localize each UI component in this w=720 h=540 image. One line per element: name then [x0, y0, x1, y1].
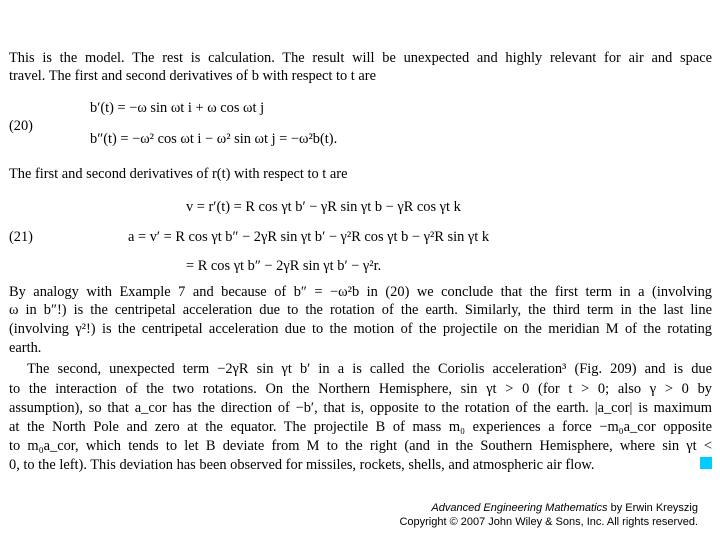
paragraph-2-line-2: to the interaction of the two rotations. On the Northern Hemisphere, sin γt > 0 (for t > 0; also γ > 0 by	[9, 381, 712, 397]
equation-21-line-1: v = r′(t) = R cos γt b′ − γR sin γt b − γR cos γt k	[186, 199, 461, 215]
footer-title-line	[431, 502, 698, 514]
paragraph-1-line-4: earth.	[9, 340, 42, 356]
equation-20-number: (20)	[9, 118, 33, 134]
footer-copyright: Copyright © 2007 John Wiley & Sons, Inc. All rights reserved.	[399, 516, 698, 528]
equation-20-line-2: b″(t) = −ω² cos ωt i − ω² sin ωt j = −ω²b(t).	[90, 131, 338, 147]
paragraph-1-line-2: ω in b″!) is the centripetal acceleration due to the rotation of the earth. Similarly, the third term in the last line	[9, 302, 712, 318]
footer-book-title: Advanced Engineering Mathematics	[431, 502, 608, 514]
paragraph-1-line-1: By analogy with Example 7 and because of b″ = −ω²b in (20) we conclude that the first term in a (involving	[9, 284, 712, 300]
paragraph-2-line-5: to m₀a_cor, which tends to let B deviate from M to the right (and in the Southern Hemisphere, where sin γt <	[9, 438, 712, 454]
equation-21-line-2: a = v′ = R cos γt b″ − 2γR sin γt b′ − γ²R cos γt b − γ²R sin γt k	[128, 229, 490, 245]
paragraph-2-line-4: at the North Pole and zero at the equator. The projectile B of mass m₀ experiences a force −m₀a_cor opposite	[9, 419, 712, 435]
corner-marker	[700, 457, 712, 469]
paragraph-2-line-1: The second, unexpected term −2γR sin γt b′ in a is called the Coriolis acceleration³ (Fig. 209) and is due	[27, 361, 712, 377]
intro-line-1: This is the model. The rest is calculation. The result will be unexpected and highly relevant for air and space	[9, 50, 712, 66]
paragraph-1-line-3: (involving γ²!) is the centripetal acceleration due to the motion of the projectile on the meridian M of the rotating	[9, 321, 712, 337]
equation-20-line-1: b′(t) = −ω sin ωt i + ω cos ωt j	[90, 100, 265, 116]
paragraph-2-line-6: 0, to the left). This deviation has been observed for missiles, rockets, shells, and atmospheric air flow.	[9, 457, 595, 473]
equation-21-number: (21)	[9, 229, 33, 245]
equation-21-line-3: = R cos γt b″ − 2γR sin γt b′ − γ²r.	[186, 258, 382, 274]
derivatives-text: The first and second derivatives of r(t) with respect to t are	[9, 166, 348, 182]
footer-author: by Erwin Kreyszig	[610, 502, 698, 514]
paragraph-2-line-3: assumption), so that a_cor has the direction of −b′, that is, opposite to the rotation of the earth. |a_cor| is maximum	[9, 400, 712, 416]
intro-line-2: travel. The first and second derivatives of b with respect to t are	[9, 68, 376, 84]
